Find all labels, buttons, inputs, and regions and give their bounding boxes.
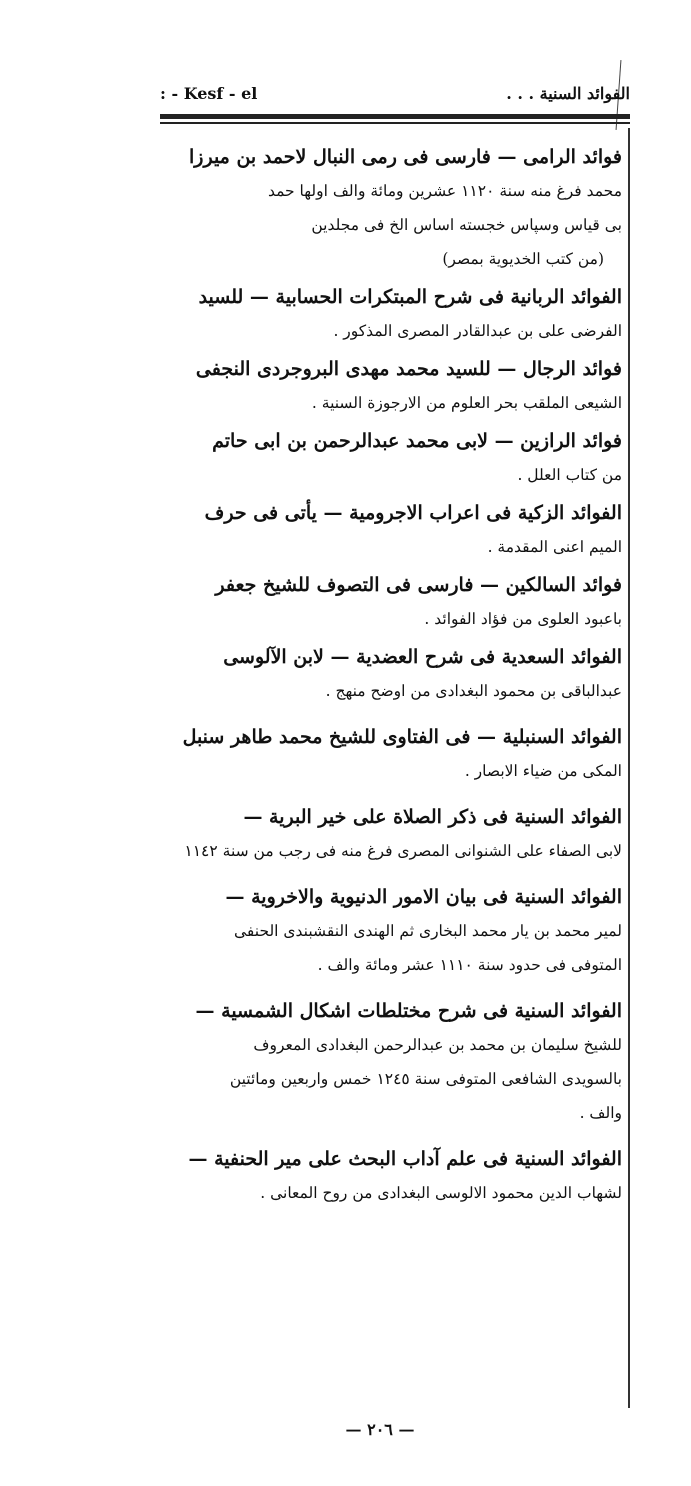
margin-line [628, 128, 630, 1408]
entry-body-line: الفرضى على بن عبدالقادر المصرى المذكور . [333, 322, 622, 340]
entry-body-line: لمير محمد بن يار محمد البخارى ثم الهندى النقشبندى الحنفى [234, 922, 622, 940]
entry [160, 1142, 622, 1210]
entry-body-line: عبدالباقى بن محمود البغدادى من اوضح منهج . [325, 682, 622, 700]
entry-spacer [160, 872, 622, 880]
running-left-text: Kesf - el - : [160, 84, 258, 103]
entry-heading-line: الفوائد السنية فى ذكر الصلاة على خير البرية — [243, 806, 622, 828]
entry-spacer [160, 792, 622, 800]
entry-heading-line: فوائد الرازين — لابى محمد عبدالرحمن بن ابى حاتم [212, 430, 622, 452]
entry [160, 880, 622, 982]
entry-spacer [160, 986, 622, 994]
entry-spacer [160, 1134, 622, 1142]
entry [160, 140, 622, 276]
entry-heading-line: الفوائد السنية فى بيان الامور الدنيوية والاخروية — [225, 886, 622, 908]
entry-body-line: لشهاب الدين محمود الالوسى البغدادى من روح المعانى . [260, 1184, 622, 1202]
entries-list [160, 140, 622, 1222]
entry [160, 720, 622, 788]
entry-body-line: محمد فرغ منه سنة ١١٢٠ عشرين ومائة والف اولها حمد [267, 182, 622, 200]
header-rule-thick [160, 114, 630, 119]
entry-spacer [160, 712, 622, 720]
entry-body-line: من كتاب العلل . [517, 466, 622, 484]
entry [160, 994, 622, 1130]
entry-body-line: الميم اعنى المقدمة . [487, 538, 622, 556]
entry-heading-line: الفوائد السنية فى علم آداب البحث على مير الحنفية — [188, 1148, 622, 1170]
entry-body-line: والف . [579, 1104, 622, 1122]
entry-heading-line: فوائد الرامى — فارسى فى رمى النبال لاحمد بن ميرزا [189, 146, 622, 168]
entry [160, 640, 622, 708]
running-title: الفوائد السنية . . . [506, 84, 630, 103]
page-number: — ٢٠٦ — [345, 1420, 415, 1439]
entry [160, 352, 622, 420]
entry-heading-line: الفوائد الزكية فى اعراب الاجرومية — يأتى فى حرف [204, 502, 622, 524]
entry [160, 424, 622, 492]
entry-body-line: الشيعى الملقب بحر العلوم من الارجوزة السنية . [311, 394, 622, 412]
entry-heading-line: الفوائد السعدية فى شرح العضدية — لابن الآلوسى [223, 646, 622, 668]
entry-body-line: المتوفى فى حدود سنة ١١١٠ عشر ومائة والف . [317, 956, 622, 974]
entry-body-line: بى قياس وسپاس خجسته اساس الخ فى مجلدين [311, 216, 622, 234]
entry-note-line: (من كتب الخديوية بمصر) [442, 250, 604, 268]
entry [160, 496, 622, 564]
entry-body-line: بالسويدى الشافعى المتوفى سنة ١٢٤٥ خمس واربعين ومائتين [229, 1070, 622, 1088]
entry-heading-line: الفوائد الربانية فى شرح المبتكرات الحسابية — للسيد [198, 286, 622, 308]
entry [160, 568, 622, 636]
entry [160, 280, 622, 348]
entry-body-line: المكى من ضياء الابصار . [464, 762, 622, 780]
entry-heading-line: الفوائد السنية فى شرح مختلطات اشكال الشمسية — [195, 1000, 622, 1022]
entry-body-line: لابى الصفاء على الشنوانى المصرى فرغ منه فى رجب من سنة ١١٤٢ [184, 842, 622, 860]
entry [160, 800, 622, 868]
entry-heading-line: فوائد الرجال — للسيد محمد مهدى البروجردى النجفى [195, 358, 622, 380]
entry-heading-line: فوائد السالكين — فارسى فى التصوف للشيخ جعفر [215, 574, 622, 596]
entry-body-line: للشيخ سليمان بن محمد بن عبدالرحمن البغدادى المعروف [253, 1036, 622, 1054]
entry-body-line: باعبود العلوى من فؤاد الفوائد . [424, 610, 622, 628]
header-rule-thin [160, 122, 630, 124]
entry-spacer [160, 1214, 622, 1222]
entry-heading-line: الفوائد السنبلية — فى الفتاوى للشيخ محمد طاهر سنبل [182, 726, 622, 748]
page-header [160, 84, 630, 112]
